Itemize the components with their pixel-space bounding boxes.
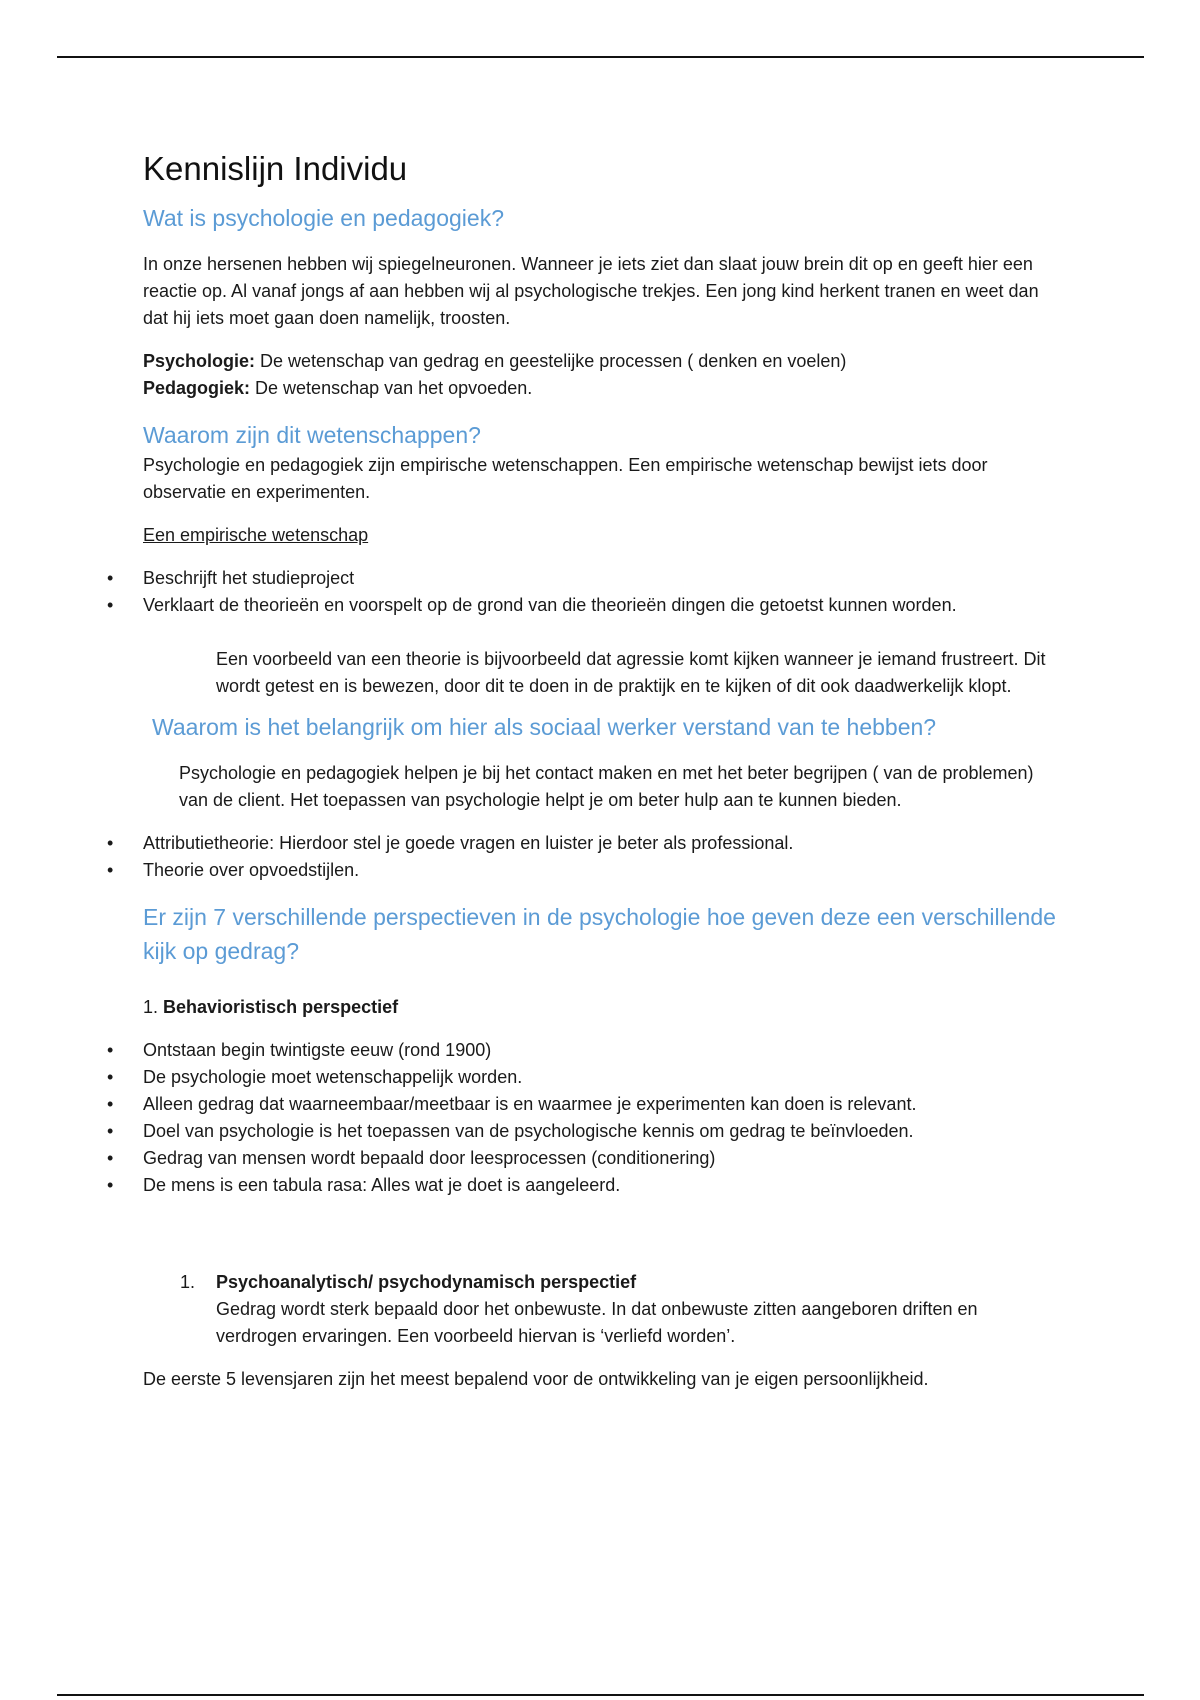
footer-rule [57,1694,1144,1696]
perspective-2-title: Psychoanalytisch/ psychodynamisch perspectief [216,1272,637,1292]
definition-pedagogiek [143,375,1063,402]
document-page [143,145,1063,1393]
perspective-1-label: Behavioristisch perspectief [163,997,399,1017]
list-item: • Ontstaan begin twintigste eeuw (rond 1900) [143,1037,1063,1064]
def-pedagogiek-text: De wetenschap van het opvoeden. [250,378,533,398]
paragraph-spiegelneuronen: In onze hersenen hebben wij spiegelneuronen. Wanneer je iets ziet dan slaat jouw brein dit op en geeft hier een reactie op. Al vanaf jongs af aan hebben wij al psychologische trekjes. Een jong kind herkent tranen en weet dan dat hij iets moet gaan doen namelijk, troosten. [143,254,1039,328]
perspective-1-number: 1. [143,997,159,1017]
list-item: • Beschrijft het studieproject [143,565,1063,592]
heading-why-sciences: Waarom zijn dit wetenschappen? [143,422,481,448]
paragraph-levensjaren: De eerste 5 levensjaren zijn het meest bepalend voor de ontwikkeling van je eigen persoonlijkheid. [143,1369,929,1389]
list-item: • Theorie over opvoedstijlen. [143,857,1063,884]
heading-what-is: Wat is psychologie en pedagogiek? [143,205,504,231]
list-empirisch [143,565,1063,619]
list-item: • Doel van psychologie is het toepassen van de psychologische kennis om gedrag te beïnvloeden. [143,1118,1063,1145]
perspective-1-title [143,994,1063,1021]
list-item: • De psychologie moet wetenschappelijk worden. [143,1064,1063,1091]
heading-sociaal-werker: Waarom is het belangrijk om hier als sociaal werker verstand van te hebben? [152,714,937,740]
paragraph-voorbeeld-theorie: Een voorbeeld van een theorie is bijvoorbeeld dat agressie komt kijken wanneer je iemand frustreert. Dit wordt getest en is bewezen, door dit te doen in de praktijk en te kijken of dit ook daadwerkelijk klopt. [216,649,1046,696]
list-item: • Verklaart de theorieën en voorspelt op de grond van die theorieën dingen die getoetst kunnen worden. [143,592,1063,619]
document-title: Kennislijn Individu [143,150,408,187]
def-psychologie-text: De wetenschap van gedrag en geestelijke processen ( denken en voelen) [255,351,847,371]
list-item: • De mens is een tabula rasa: Alles wat je doet is aangeleerd. [143,1172,1063,1199]
list-item: • Attributietheorie: Hierdoor stel je goede vragen en luister je beter als professional. [143,830,1063,857]
subheading-empirische-wetenschap: Een empirische wetenschap [143,525,369,545]
paragraph-empirisch: Psychologie en pedagogiek zijn empirische wetenschappen. Een empirische wetenschap bewijst iets door observatie en experimenten. [143,455,988,502]
perspective-2-number: 1. [180,1272,196,1292]
perspective-2 [143,1269,1063,1350]
perspective-2-text: Gedrag wordt sterk bepaald door het onbewuste. In dat onbewuste zitten aangeboren driften en verdrogen ervaringen. Een voorbeeld hiervan is ‘verliefd worden’. [216,1299,978,1346]
term-psychologie: Psychologie: [143,351,256,371]
term-pedagogiek: Pedagogiek: [143,378,251,398]
heading-perspectieven: Er zijn 7 verschillende perspectieven in de psychologie hoe geven deze een verschillende kijk op gedrag? [143,904,1056,964]
definition-psychologie [143,348,1063,375]
header-rule [57,56,1144,58]
paragraph-contact-client: Psychologie en pedagogiek helpen je bij het contact maken en met het beter begrijpen ( van de problemen) van de client. Het toepassen van psychologie helpt je om beter hulp aan te kunnen bieden. [179,763,1034,810]
list-item: • Gedrag van mensen wordt bepaald door leesprocessen (conditionering) [143,1145,1063,1172]
list-behavioristisch [143,1037,1063,1199]
list-theorieen [143,830,1063,884]
list-item: • Alleen gedrag dat waarneembaar/meetbaar is en waarmee je experimenten kan doen is relevant. [143,1091,1063,1118]
